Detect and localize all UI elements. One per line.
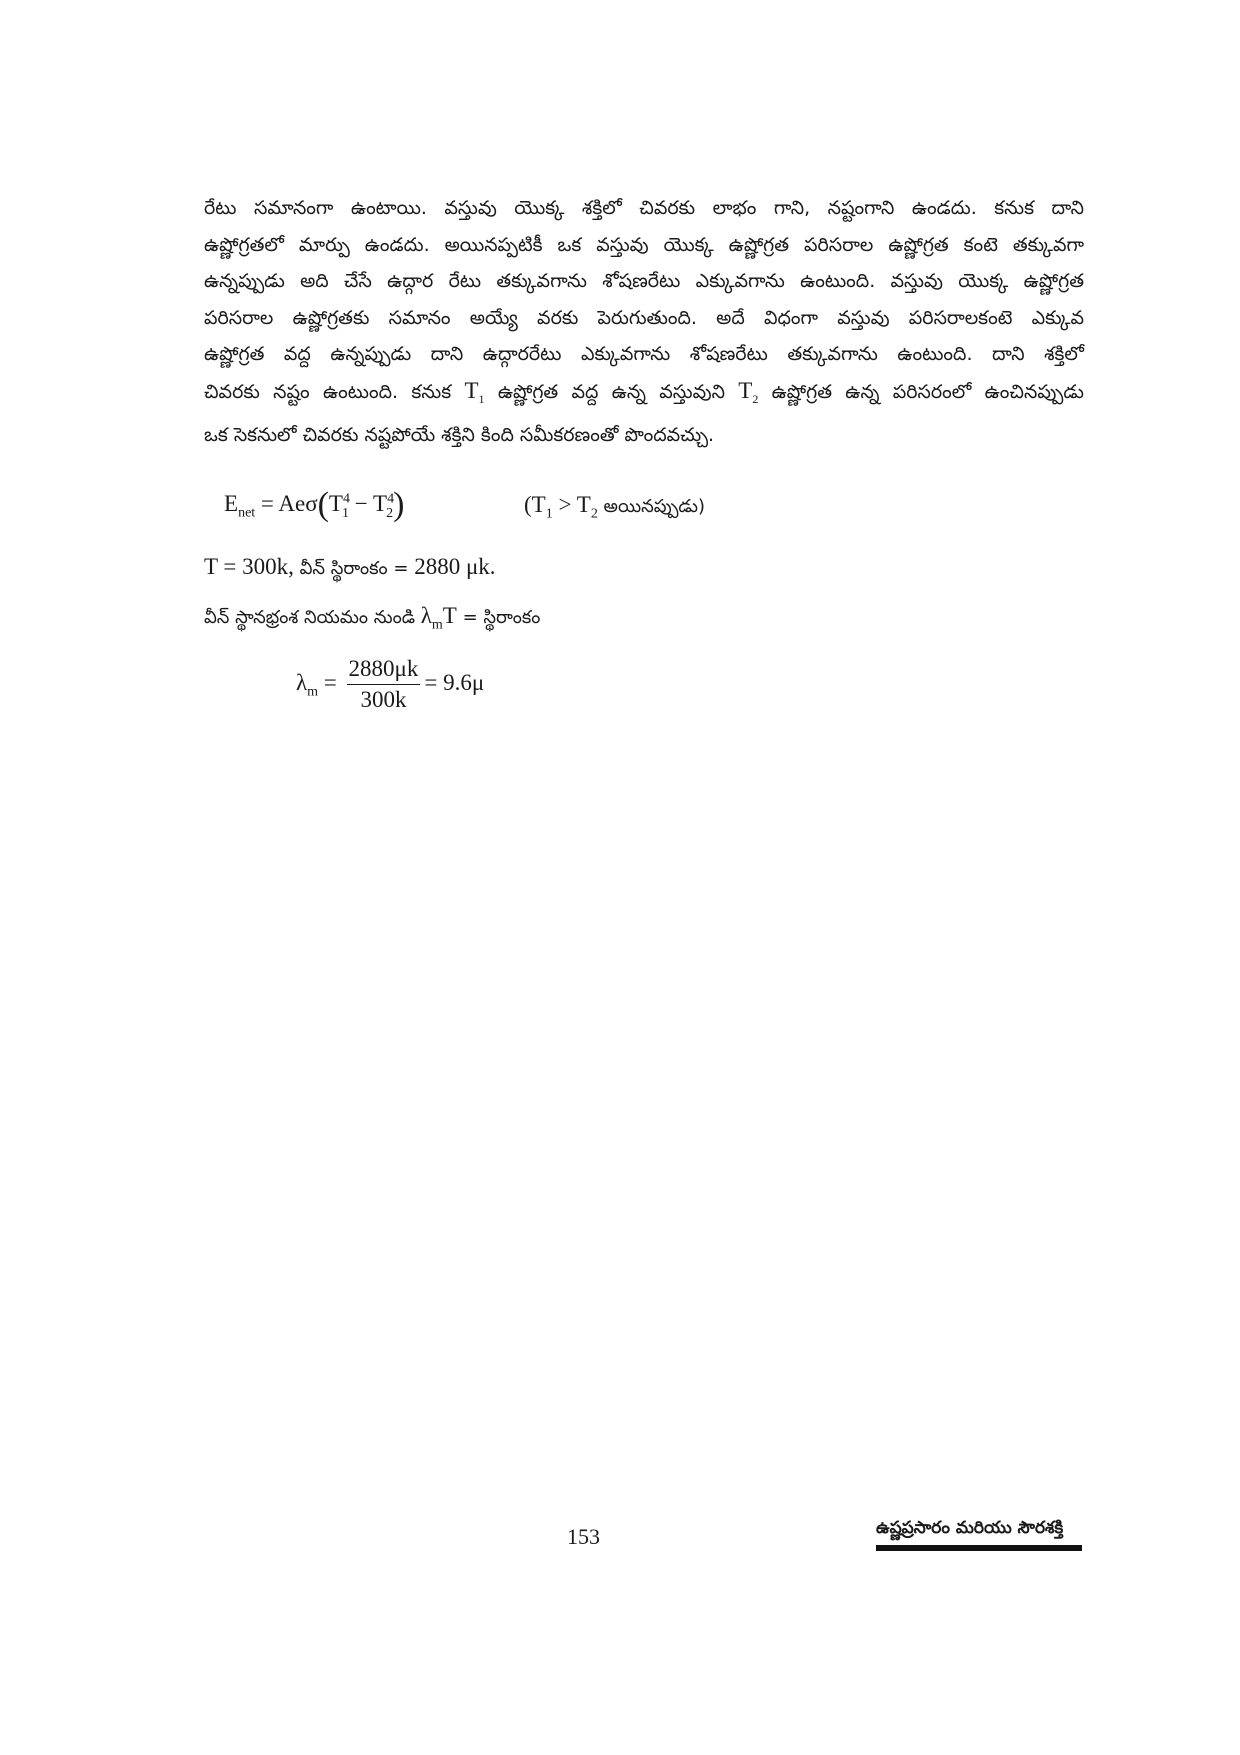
eq-equals: =: [318, 669, 343, 695]
temperature-line: [204, 554, 496, 583]
eq-minus: −: [348, 491, 374, 516]
temperature-value: T = 300k,: [204, 554, 294, 579]
subscript: 1: [478, 391, 485, 406]
paragraph-line: పరిసరాల ఉష్ణోగ్రతకు సమానం అయ్యే వరకు పెరుగుతుంది. అదే విధంగా వస్తువు పరిసరాలకంటె ఎక్కువ: [204, 306, 1084, 329]
eq-t2: T: [373, 491, 388, 516]
lambda-sub: m: [307, 684, 319, 700]
text-run: చివరకు నష్టం ఉంటుంది. కనుక: [204, 380, 465, 403]
fraction-numerator: 2880μk: [347, 656, 421, 685]
eq-t1-sub: 1: [341, 505, 349, 521]
cond-sub: 2: [590, 506, 598, 522]
cond-mid: > T: [552, 492, 591, 517]
footer-rule: [876, 1545, 1082, 1551]
lambda-sub: m: [431, 617, 443, 633]
lambda-symbol: λ: [420, 603, 432, 628]
paragraph-line: ఉష్ణోగ్రతలో మార్పు ఉండదు. అయినప్పటికీ ఒక వస్తువు యొక్క ఉష్ణోగ్రత పరిసరాల ఉష్ణోగ్రత కంటె తక్కువగా: [204, 233, 1084, 256]
t-symbol: T: [442, 603, 457, 628]
fraction-denominator: 300k: [360, 687, 407, 712]
eq-t1: T: [328, 491, 343, 516]
text-run: ఉష్ణోగ్రత వద్ద ఉన్న వస్తువుని: [484, 380, 739, 403]
wien-constant-label: వీన్ స్థిరాంకం =: [293, 558, 415, 579]
wien-law-label: వీన్ స్థానభ్రంశ నియమం నుండి: [204, 607, 421, 628]
eq-t2-sub: 2: [386, 505, 394, 521]
eq-t1-sup: 4: [342, 491, 350, 507]
close-paren: ): [393, 486, 405, 523]
subscript: 2: [752, 391, 759, 406]
cond-open: (T: [524, 492, 546, 517]
chapter-title: ఉష్ణప్రసారం మరియు సౌరశక్తి: [876, 1518, 1064, 1538]
paragraph-line: ఒక సెకనులో చివరకు నష్టపోయే శక్తిని కింది సమీకరణంతో పొందవచ్చు.: [204, 423, 715, 446]
open-paren: (: [317, 486, 329, 523]
wien-law-line: [204, 603, 540, 634]
paragraph-line: రేటు సమానంగా ఉంటాయి. వస్తువు యొక్క శక్తిలో చివరకు లాభం గాని, నష్టంగాని ఉండదు. కనుక దాని: [204, 197, 1084, 219]
lambda-symbol: λ: [296, 669, 308, 695]
paragraph-line: ఉష్ణోగ్రత వద్ద ఉన్నప్పుడు దాని ఉద్గారరేటు ఎక్కువగాను శోషణరేటు తక్కువగాను ఉంటుంది. దాని శక్తిలో: [204, 343, 1084, 365]
eq-t2-sup: 4: [387, 491, 395, 507]
wavelength-equation: [296, 656, 484, 713]
cond-sub: 1: [545, 506, 553, 522]
wien-constant-value: 2880 μk.: [414, 554, 496, 579]
constant-label: = స్థిరాంకం: [456, 607, 541, 628]
equation-condition: [524, 492, 705, 523]
symbol-t1: T: [464, 377, 479, 403]
paragraph-line: ఉన్నప్పుడు అది చేసే ఉద్గార రేటు తక్కువగాను శోషణరేటు ఎక్కువగాను ఉంటుంది. వస్తువు యొక్క ఉష్ణోగ్రత: [204, 270, 1084, 292]
text-run: ఉష్ణోగ్రత ఉన్న పరిసరంలో ఉంచినప్పుడు: [758, 380, 1084, 403]
cond-text: అయినప్పుడు): [597, 496, 705, 517]
paragraph-line: [204, 373, 1084, 417]
body-paragraph: [204, 190, 1084, 453]
fraction: [347, 656, 421, 713]
net-energy-equation: [224, 486, 404, 524]
eq-lhs: E: [224, 491, 239, 516]
eq-equals: = Aeσ: [260, 491, 318, 516]
eq-result: = 9.6μ: [424, 669, 485, 695]
symbol-t2: T: [738, 377, 753, 403]
eq-lhs-sub: net: [238, 505, 256, 521]
page-number: 153: [567, 1524, 600, 1549]
